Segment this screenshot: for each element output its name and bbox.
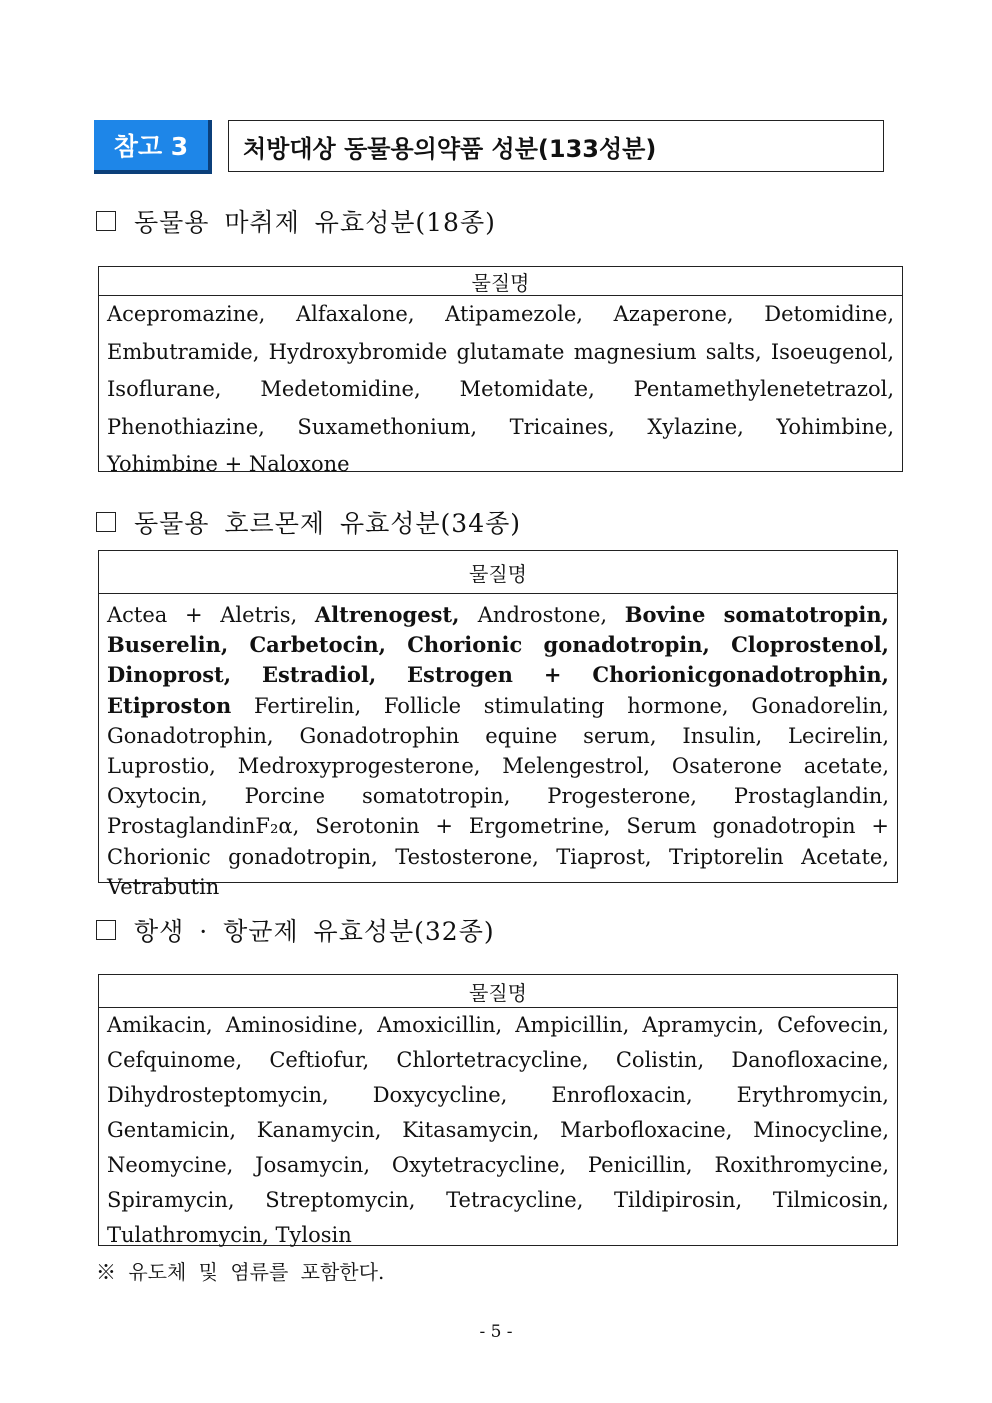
substance-text: Fertirelin, Follicle stimulating hormone, Gonadorelin, Gonadotrophin, Gonadotrophin equine serum, Insulin, Lecirelin, Luprostio, Medroxyprogesterone, Melengestrol, Osaterone acetate, Oxytocin, Porcine somatotropin, Progesterone, Prostaglandin, ProstaglandinF₂α, Serotonin + Ergometrine, Serum gonadotropin + Chorionic gonadotropin, Testosterone, Tiaprost, Triptorelin Acetate, Vetrabutin <box>107 693 889 899</box>
page-number: - 5 - <box>479 1322 513 1342</box>
substance-text: Amikacin, Aminosidine, Amoxicillin, Ampicillin, Apramycin, Cefovecin, Cefquinome, Ceftiofur, Chlortetracycline, Colistin, Danofloxacine, Dihydrosteptomycin, Doxycycline, Enrofloxacin, Erythromycin, Gentamicin, Kanamycin, Kitasamycin, Marbofloxacine, Minocycline, Neomycine, Josamycin, Oxytetracycline, Penicillin, Roxithromycine, Spiramycin, Streptomycin, Tetracycline, Tildipirosin, Tilmicosin, Tulathromycin, Tylosin <box>107 1013 889 1247</box>
substance-list <box>99 1008 897 1253</box>
substance-text: Bovine somatotropin, Buserelin, Carbetocin, Chorionic gonadotropin, Cloprostenol, Dinoprost, Estradiol, Estrogen + Chorionicgonadotrophin, Etiproston <box>107 602 889 718</box>
page-header <box>94 120 886 174</box>
page-title: 처방대상 동물용의약품 성분(133성분) <box>228 120 884 172</box>
table-column-header: 물질명 <box>99 975 897 1008</box>
substance-text: Acepromazine, Alfaxalone, Atipamezole, Azaperone, Detomidine, Embutramide, Hydroxybromide glutamate magnesium salts, Isoeugenol, Isoflurane, Medetomidine, Metomidate, Pentamethylenetetrazol, Phenothiazine, Suxamethonium, Tricaines, Xylazine, Yohimbine, Yohimbine + Naloxone <box>107 302 894 476</box>
substance-list <box>99 594 897 902</box>
section-antibiotics-heading <box>96 912 495 948</box>
hormones-table <box>98 550 898 899</box>
section-title: 항생 · 항균제 유효성분(32종) <box>134 917 495 946</box>
table-column-header: 물질명 <box>99 267 902 296</box>
reference-badge: 참고 3 <box>94 120 212 174</box>
footnote: ※ 유도체 및 염류를 포함한다. <box>96 1260 385 1284</box>
substance-text: Androstone, <box>477 603 625 627</box>
section-hormones-heading <box>96 504 521 540</box>
substance-text: Actea + Aletris, <box>107 603 315 627</box>
checkbox-icon <box>96 211 116 231</box>
checkbox-icon <box>96 512 116 532</box>
anesthetics-table <box>98 266 903 476</box>
antibiotics-table <box>98 974 898 1246</box>
substance-text: Altrenogest, <box>314 602 478 627</box>
section-title: 동물용 마취제 유효성분(18종) <box>134 208 496 237</box>
section-title: 동물용 호르몬제 유효성분(34종) <box>134 509 522 538</box>
checkbox-icon <box>96 920 116 940</box>
substance-list <box>99 296 902 484</box>
section-anesthetics-heading <box>96 203 496 239</box>
table-column-header: 물질명 <box>99 551 897 594</box>
